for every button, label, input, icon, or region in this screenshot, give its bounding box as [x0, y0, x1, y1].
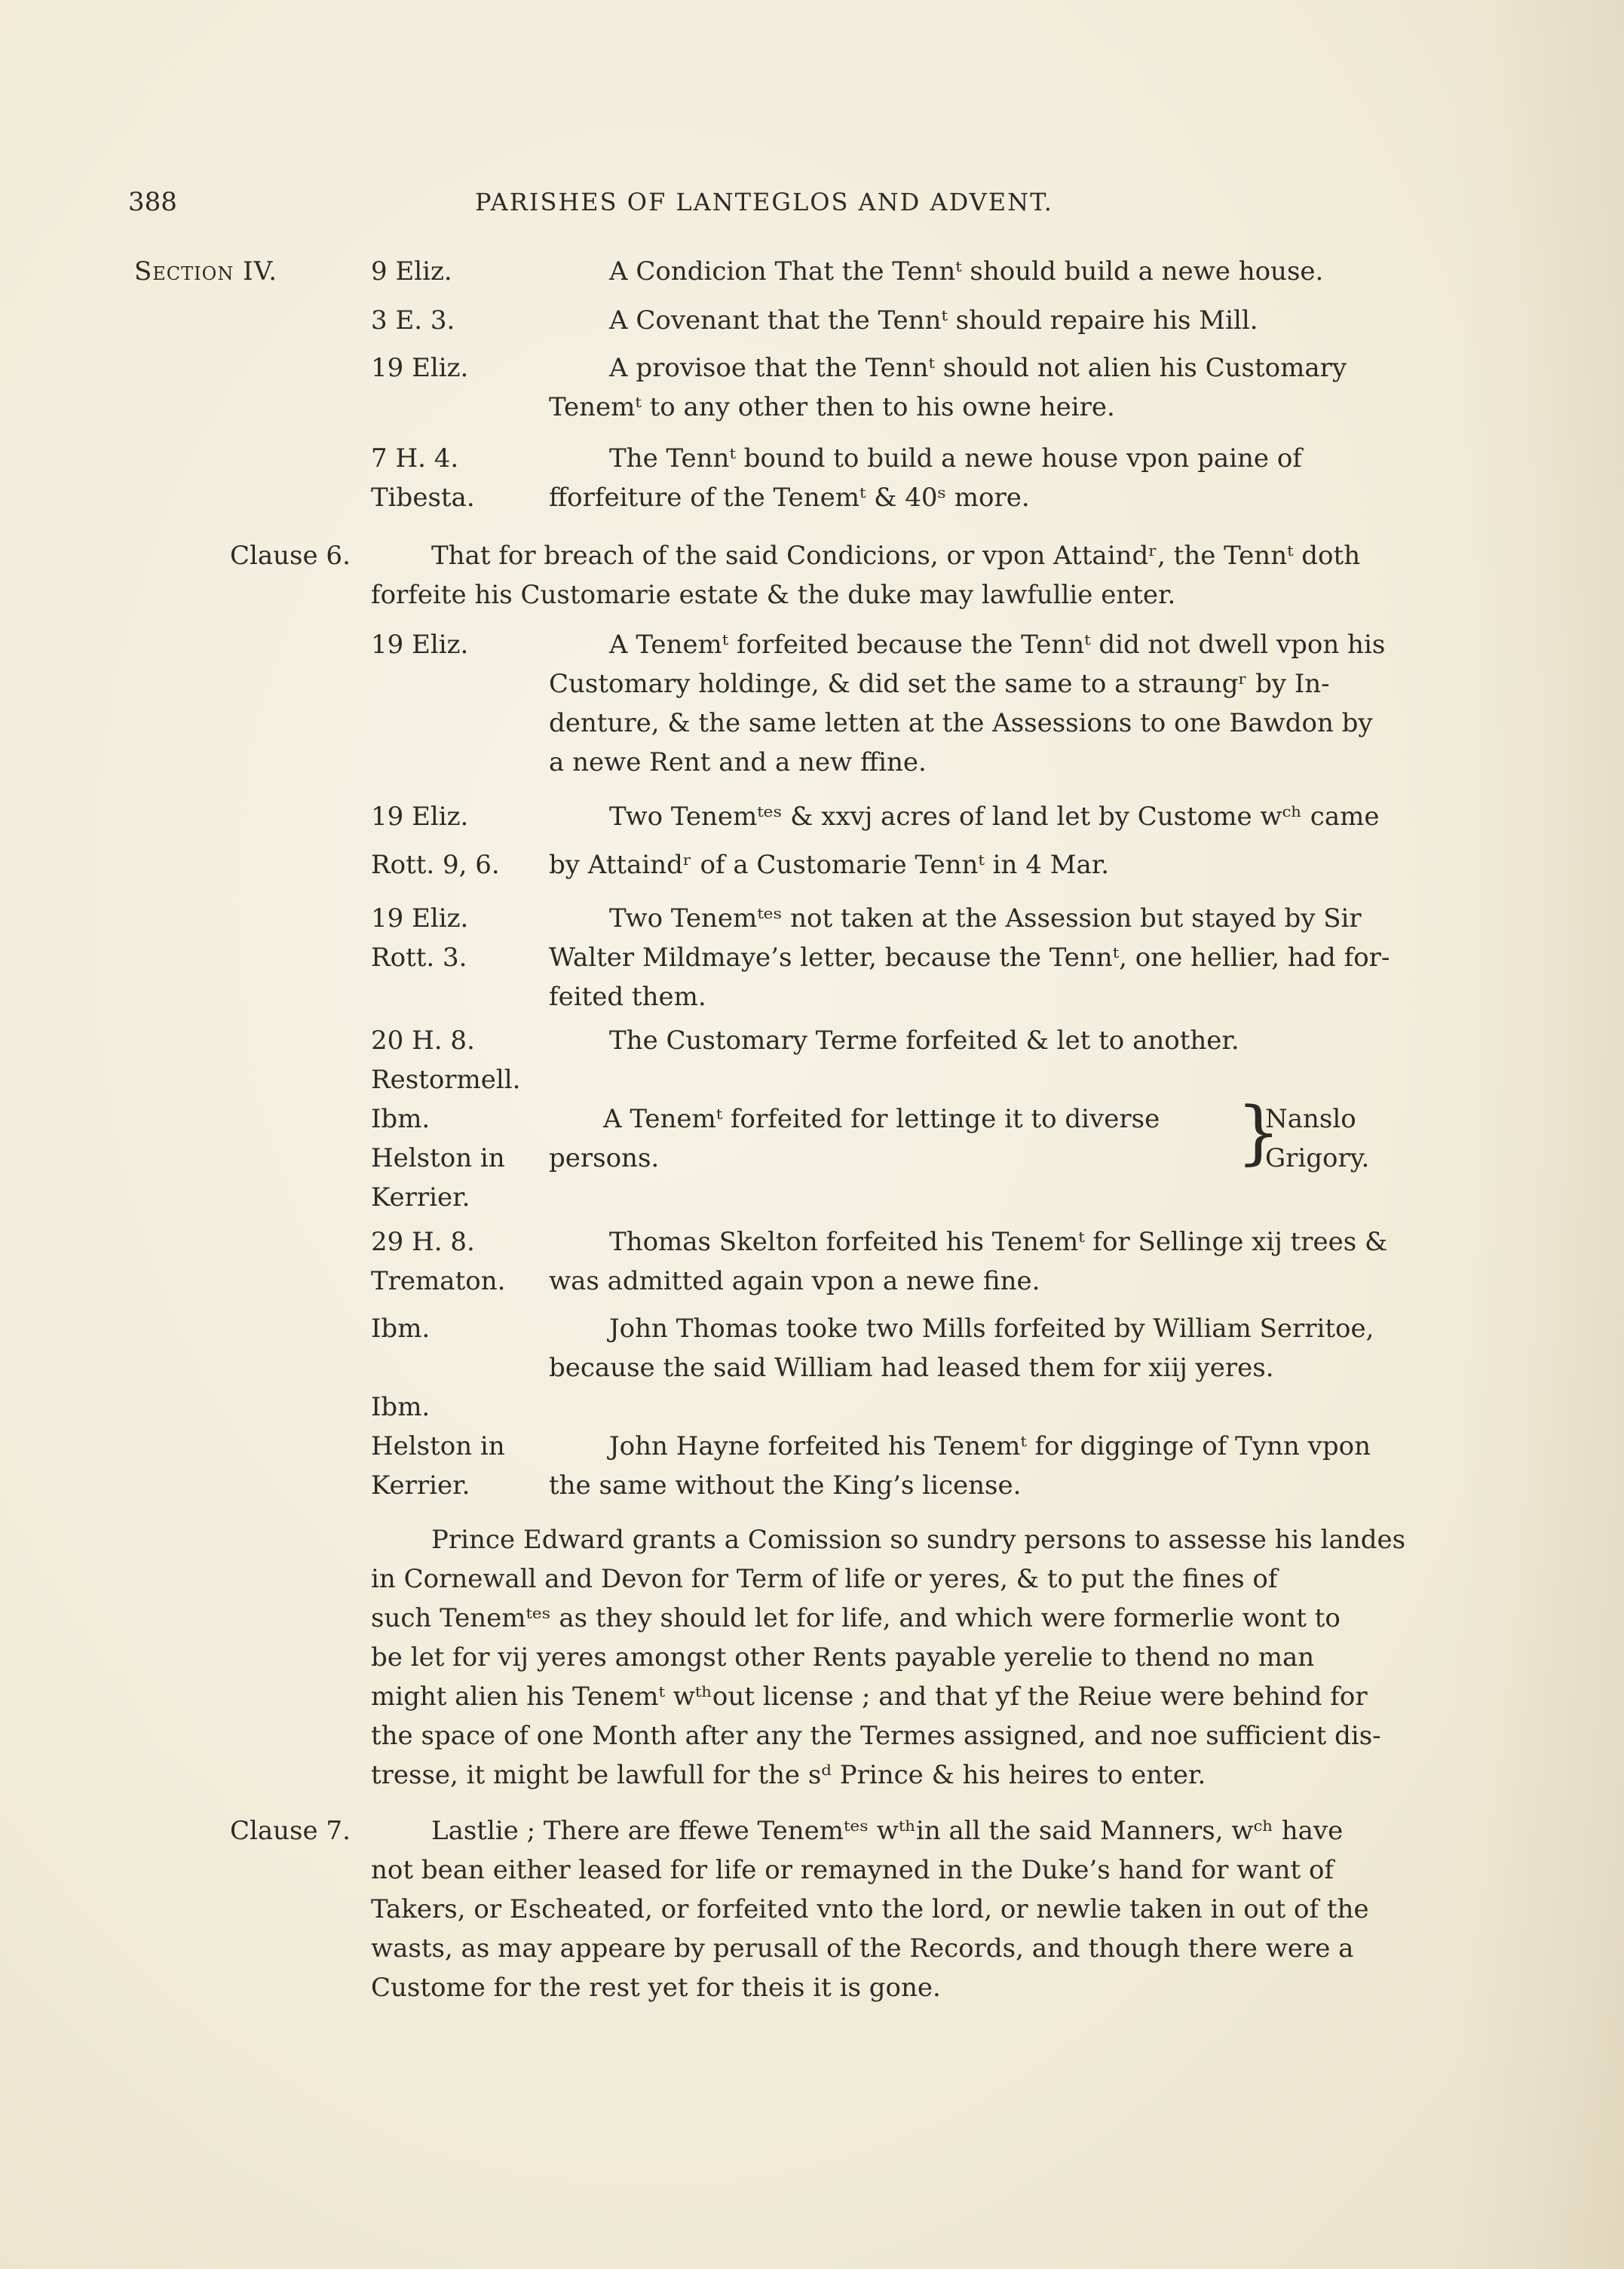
entry-text: A provisoe that the Tennᵗ should not alien his Customary: [609, 353, 1347, 383]
marginal-ref: Tibesta.: [371, 483, 475, 513]
clause-label: Clause 6.: [230, 541, 351, 571]
entry-text: denture, & the same letten at the Assessions to one Bawdon by: [549, 708, 1373, 738]
clause-text: Takers, or Escheated, or forfeited vnto the lord, or newlie taken in out of the: [371, 1894, 1369, 1924]
page-number: 388: [128, 187, 177, 217]
entry-text: feited them.: [549, 982, 706, 1012]
entry-text: A Condicion That the Tennᵗ should build a newe house.: [609, 256, 1324, 287]
entry-text: A Tenemᵗ forfeited for lettinge it to diverse: [603, 1104, 1160, 1134]
entry-text: A Covenant that the Tennᵗ should repaire his Mill.: [609, 305, 1258, 336]
entry-text: a newe Rent and a new ffine.: [549, 747, 927, 777]
marginal-ref: 3 E. 3.: [371, 305, 455, 336]
paragraph-line: in Cornewall and Devon for Term of life or yeres, & to put the fines of: [371, 1564, 1278, 1594]
marginal-ref: Ibm.: [371, 1392, 431, 1422]
curly-brace-icon: }: [1236, 1092, 1281, 1173]
entry-text: because the said William had leased them for xiij yeres.: [549, 1353, 1274, 1383]
entry-text: fforfeiture of the Tenemᵗ & 40ˢ more.: [549, 483, 1030, 513]
clause-text: Custome for the rest yet for theis it is gone.: [371, 1973, 941, 2003]
marginal-ref: Restormell.: [371, 1065, 521, 1095]
clause-text: Lastlie ; There are ffewe Tenemᵗᵉˢ wᵗʰin all the said Manners, wᶜʰ have: [431, 1816, 1344, 1846]
entry-text: the same without the King’s license.: [549, 1470, 1022, 1501]
entry-text: was admitted again vpon a newe fine.: [549, 1266, 1040, 1296]
marginal-ref: Helston in: [371, 1431, 505, 1461]
entry-text: Two Tenemᵗᵉˢ not taken at the Assession but stayed by Sir: [609, 903, 1362, 934]
marginal-ref: Kerrier.: [371, 1182, 470, 1213]
paragraph-line: might alien his Tenemᵗ wᵗʰout license ; and that yf the Reiue were behind for: [371, 1682, 1368, 1712]
marginal-ref: 9 Eliz.: [371, 256, 452, 287]
marginal-ref: 20 H. 8.: [371, 1026, 475, 1056]
entry-text: Thomas Skelton forfeited his Tenemᵗ for Sellinge xij trees &: [609, 1227, 1388, 1257]
clause-text: forfeite his Customarie estate & the duke may lawfullie enter.: [371, 580, 1176, 610]
marginal-ref: 19 Eliz.: [371, 802, 469, 832]
marginal-ref: 19 Eliz.: [371, 903, 469, 934]
entry-text: by Attaindʳ of a Customarie Tennᵗ in 4 Mar.: [549, 850, 1110, 880]
marginal-ref: 29 H. 8.: [371, 1227, 475, 1257]
marginal-ref: 19 Eliz.: [371, 630, 469, 660]
marginal-ref: 19 Eliz.: [371, 353, 469, 383]
entry-text: The Customary Terme forfeited & let to another.: [609, 1026, 1239, 1056]
entry-text: The Tennᵗ bound to build a newe house vpon paine of: [609, 443, 1302, 474]
marginal-ref: Ibm.: [371, 1104, 431, 1134]
paragraph-line: be let for vij yeres amongst other Rents payable yerelie to thend no man: [371, 1642, 1315, 1673]
paragraph-line: Prince Edward grants a Comission so sundry persons to assesse his landes: [431, 1525, 1406, 1555]
running-title: PARISHES OF LANTEGLOS AND ADVENT.: [475, 188, 1053, 216]
marginal-ref: 7 H. 4.: [371, 443, 459, 474]
person-name: Grigory.: [1265, 1143, 1370, 1173]
section-label: Section IV.: [134, 256, 277, 287]
entry-text: Walter Mildmaye’s letter, because the Tennᵗ, one hellier, had for-: [549, 943, 1390, 973]
page-gutter-shadow: [1458, 0, 1624, 2269]
clause-text: That for breach of the said Condicions, or vpon Attaindʳ, the Tennᵗ doth: [431, 541, 1361, 571]
entry-text: Customary holdinge, & did set the same to a straungʳ by In-: [549, 669, 1330, 699]
entry-text: John Hayne forfeited his Tenemᵗ for digginge of Tynn vpon: [609, 1431, 1371, 1461]
entry-text: persons.: [549, 1143, 660, 1173]
marginal-ref: Kerrier.: [371, 1470, 470, 1501]
clause-text: wasts, as may appeare by perusall of the Records, and though there were a: [371, 1933, 1354, 1964]
entry-text: A Tenemᵗ forfeited because the Tennᵗ did not dwell vpon his: [609, 630, 1386, 660]
paragraph-line: the space of one Month after any the Termes assigned, and noe sufficient dis-: [371, 1721, 1381, 1751]
paragraph-line: tresse, it might be lawfull for the sᵈ Prince & his heires to enter.: [371, 1760, 1206, 1790]
marginal-ref: Rott. 3.: [371, 943, 467, 973]
clause-label: Clause 7.: [230, 1816, 351, 1846]
entry-text: Two Tenemᵗᵉˢ & xxvj acres of land let by Custome wᶜʰ came: [609, 802, 1380, 832]
clause-text: not bean either leased for life or remayned in the Duke’s hand for want of: [371, 1855, 1334, 1885]
paragraph-line: such Tenemᵗᵉˢ as they should let for life, and which were formerlie wont to: [371, 1603, 1341, 1633]
entry-text: John Thomas tooke two Mills forfeited by William Serritoe,: [609, 1314, 1374, 1344]
marginal-ref: Rott. 9, 6.: [371, 850, 500, 880]
marginal-ref: Ibm.: [371, 1314, 431, 1344]
person-name: Nanslo: [1265, 1104, 1356, 1134]
marginal-ref: Trematon.: [371, 1266, 506, 1296]
marginal-ref: Helston in: [371, 1143, 505, 1173]
entry-text: Tenemᵗ to any other then to his owne heire.: [549, 392, 1115, 422]
